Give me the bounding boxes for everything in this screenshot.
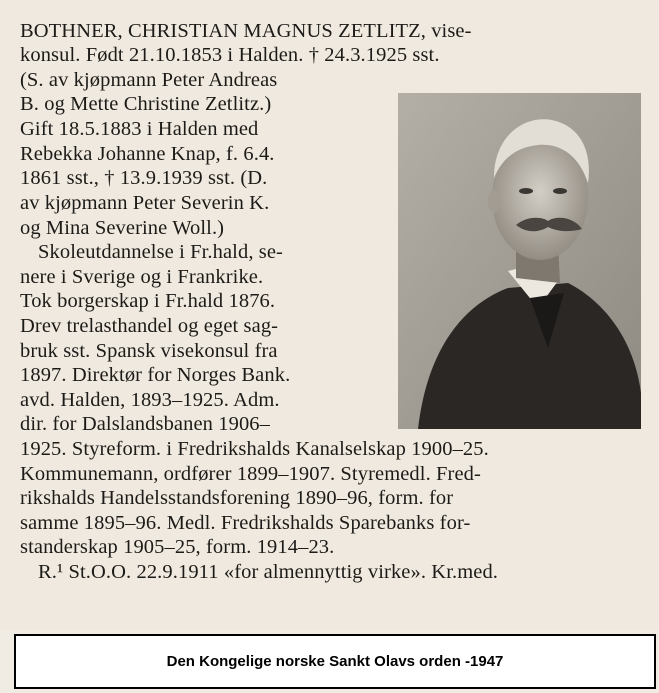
entry-line: Gift 18.5.1883 i Halden med [20,118,259,140]
entry-line: 1925. Styreform. i Fredrikshalds Kanalselskap 1900–25. [20,438,489,460]
entry-line: BOTHNER, CHRISTIAN MAGNUS ZETLITZ, vise- [20,20,472,42]
entry-line: R.¹ St.O.O. 22.9.1911 «for almennyttig virke». Kr.med. [38,561,499,583]
entry-line: og Mina Severine Woll.) [20,217,225,239]
entry-line: rikshalds Handelsstandsforening 1890–96, form. for [20,487,454,509]
entry-line: Skoleutdannelse i Fr.hald, se- [38,241,283,263]
entry-line: nere i Sverige og i Frankrike. [20,266,264,288]
entry-line: bruk sst. Spansk visekonsul fra [20,340,278,362]
entry-line: standerskap 1905–25, form. 1914–23. [20,536,335,558]
entry-line: avd. Halden, 1893–1925. Adm. [20,389,280,411]
entry-line: B. og Mette Christine Zetlitz.) [20,93,272,115]
entry-line: Tok borgerskap i Fr.hald 1876. [20,290,276,312]
entry-line: Kommunemann, ordfører 1899–1907. Styremedl. Fred- [20,463,481,485]
caption-text: Den Kongelige norske Sankt Olavs orden -1947 [166,653,504,670]
entry-line: av kjøpmann Peter Severin K. [20,192,270,214]
entry-line: (S. av kjøpmann Peter Andreas [20,69,278,91]
entry-line: dir. for Dalslandsbanen 1906– [20,413,270,435]
entry-line: 1897. Direktør for Norges Bank. [20,364,291,386]
entry-line: Rebekka Johanne Knap, f. 6.4. [20,143,275,165]
entry-line: samme 1895–96. Medl. Fredrikshalds Sparebanks for- [20,512,471,534]
entry-line: Drev trelasthandel og eget sag- [20,315,279,337]
entry-line: konsul. Født 21.10.1853 i Halden. † 24.3.1925 sst. [20,44,440,66]
entry-line: 1861 sst., † 13.9.1939 sst. (D. [20,167,268,189]
caption-box [14,634,656,689]
portrait-photo [398,93,641,429]
